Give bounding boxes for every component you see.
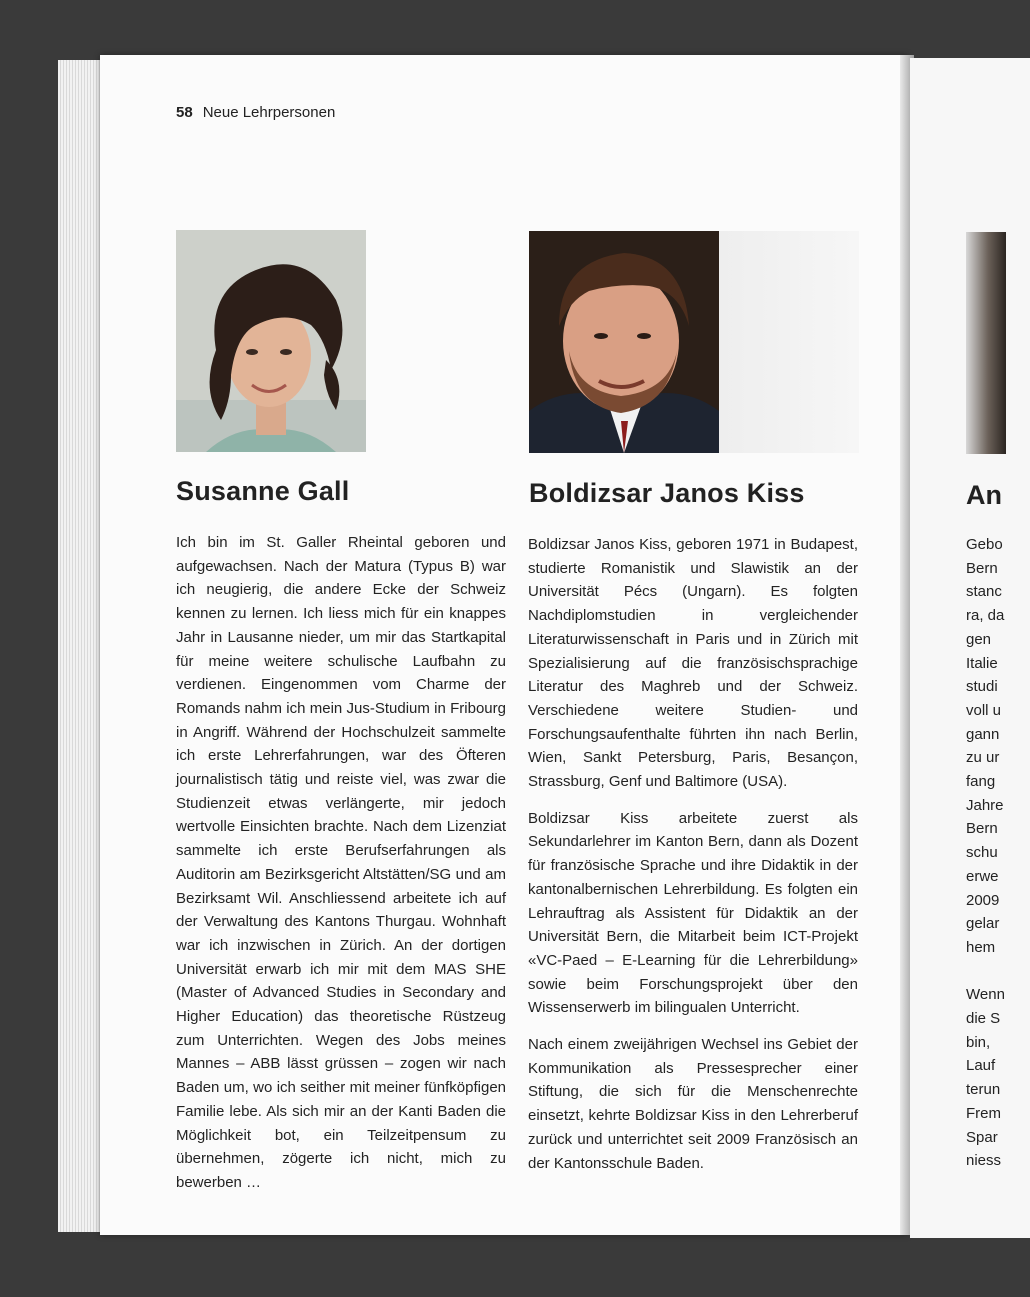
next-page-line-fragment	[966, 960, 1005, 984]
next-page-line-fragment: gann	[966, 725, 1000, 743]
profile-paragraph: Boldizsar Janos Kiss, geboren 1971 in Budapest, studierte Romanistik und Slawistik an der Universität Pécs (Ungarn). Es folgten Nachdiplomstudien in vergleichender Literaturwissenschaft in Paris und in Zürich mit Spezialisierung auf die französischsprachige Literatur des Maghreb und der Schweiz. Verschiedene weitere Studien- und Forschungsaufenthalte führten ihn nach Berlin, Wien, Sankt Petersburg, Paris, Besançon, Strassburg, Genf und Baltimore (USA).	[528, 536, 858, 791]
next-page-line-fragment: Spar	[966, 1128, 998, 1146]
portrait-woman-icon	[176, 230, 366, 452]
next-page-line-fragment: hem	[966, 938, 996, 956]
next-page-photo-fragment	[966, 232, 1006, 454]
next-page-line-fragment: Wenn	[966, 986, 1005, 1004]
next-page-line-fragment: die S	[966, 1010, 1001, 1028]
profile-paragraph: Nach einem zweijährigen Wechsel ins Gebiet der Kommunikation als Pressesprecher einer Stiftung, die sich für die Menschenrechte einsetzt, kehrte Boldizsar Kiss in den Lehrerberuf zurück und unterrichtet seit 2009 Französisch an der Kantonsschule Baden.	[528, 1036, 858, 1172]
next-page-line-fragment: ra, da	[966, 607, 1005, 625]
next-page-name-fragment: An	[966, 480, 1002, 510]
next-page-line-fragment: zu ur	[966, 749, 1000, 767]
next-page-text-fragment	[966, 533, 1005, 1173]
next-page-line-fragment: Jahre	[966, 796, 1004, 814]
next-page-line-fragment: 2009	[966, 891, 1000, 909]
profile-text-column	[528, 533, 858, 1188]
next-page-line-fragment: bin,	[966, 1033, 991, 1051]
next-page-line-fragment: Bern	[966, 820, 998, 838]
next-page-line-fragment: stanc	[966, 583, 1002, 601]
next-page-line-fragment: erwe	[966, 867, 999, 885]
portrait-woman-photo	[176, 230, 366, 452]
next-page-line-fragment: fang	[966, 773, 996, 791]
next-page-line-fragment: voll u	[966, 701, 1002, 719]
next-page-line-fragment: schu	[966, 844, 998, 862]
next-page-line-fragment: Gebo	[966, 536, 1003, 553]
portrait-man-background	[719, 231, 859, 453]
page-number: 58	[176, 104, 193, 121]
next-page-line-fragment: Italie	[966, 654, 998, 672]
running-header	[176, 104, 335, 121]
next-page-line-fragment: terun	[966, 1081, 1001, 1099]
next-page-line-fragment: Lauf	[966, 1057, 996, 1075]
profile-text-column	[176, 531, 506, 1208]
profile-paragraph: Ich bin im St. Galler Rheintal geboren und aufgewachsen. Nach der Matura (Typus B) war ich neugierig, die andere Ecke der Schweiz kennen zu lernen. Ich liess mich für ein knappes Jahr in Lausanne nieder, um mir das Startkapital für meine weitere schulische Laufbahn zu verdienen. Eingenommen vom Charme der Romands nahm ich mein Jus-Studium in Fribourg in Angriff. Während der Hochschulzeit sammelte ich erste Lehrerfahrungen, war des Öfteren journalistisch tätig und reiste viel, was zwar die Studienzeit etwas verlängerte, mir jedoch wertvolle Einsichten brachte. Nach dem Lizenziat sammelte ich erste Berufserfahrungen als Auditorin am Bezirksgericht Altstätten/SG und am Bezirksamt Wil. Anschliessend arbeitete ich auf der Verwaltung des Kantons Thurgau. Wohnhaft war ich inzwischen in Zürich. An der dortigen Universität erwarb ich mir mit dem MAS SHE (Master of Advanced Studies in Secondary and Higher Education) das theoretische Rüstzeug zum Unterrichten. Wegen des Jobs meines Mannes – ABB lässt grüssen – zogen wir nach Baden um, wo ich seither mit meiner fünfköpfigen Familie lebe. Als sich mir an der Kanti Baden die Möglichkeit bot, ein Teilzeitpensum zu übernehmen, zögerte ich nicht, mich zu bewerben …	[176, 534, 506, 1191]
next-page-line-fragment: Bern	[966, 559, 998, 577]
next-page-line-fragment: studi	[966, 678, 998, 696]
profile-name: Boldizsar Janos Kiss	[529, 478, 805, 508]
next-page-line-fragment: Frem	[966, 1104, 1001, 1122]
portrait-man-photo	[529, 231, 719, 453]
section-title: Neue Lehrpersonen	[202, 104, 336, 121]
next-page-line-fragment: niess	[966, 1152, 1002, 1170]
next-page-line-fragment: gelar	[966, 915, 1000, 933]
profile-name: Susanne Gall	[176, 476, 350, 506]
portrait-man-icon	[529, 231, 719, 453]
next-page-line-fragment: gen	[966, 630, 992, 648]
profile-paragraph: Boldizsar Kiss arbeitete zuerst als Sekundarlehrer im Kanton Bern, dann als Dozent für französische Sprache und ihre Didaktik in der kantonalbernischen Lehrerbildung. Es folgten ein Lehrauftrag als Assistent für Didaktik an der Universität Bern, die Mitarbeit beim ICT-Projekt «VC-Paed – E-Learning für die Lehrerbildung» sowie beim Forschungsprojekt über den Wissenserwerb im bilingualen Unterricht.	[528, 809, 858, 1017]
